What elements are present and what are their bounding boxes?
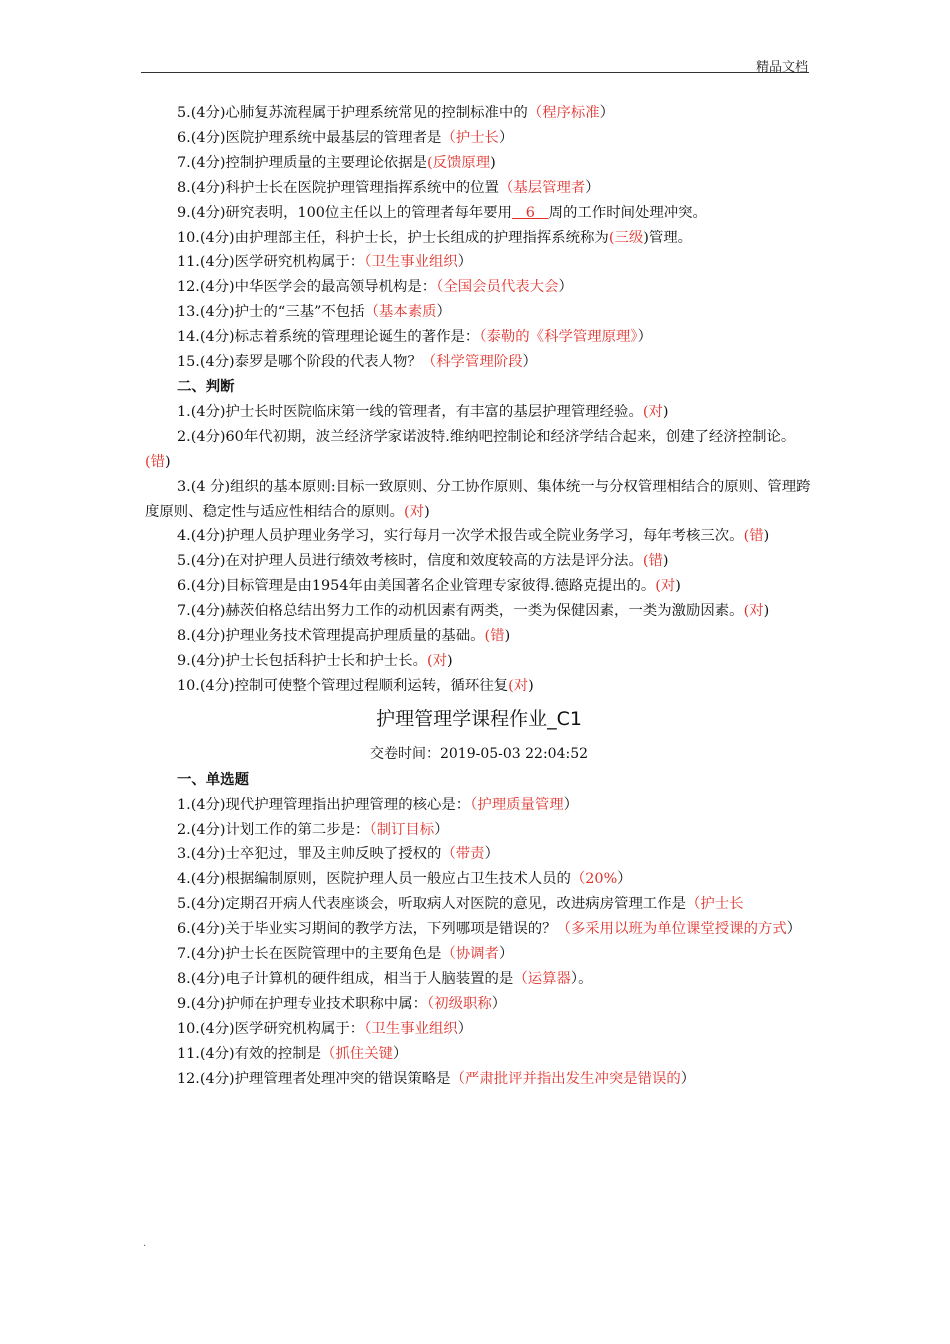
- question-tail: ）: [563, 796, 579, 813]
- question-tail: ): [447, 652, 453, 669]
- answer-text: (对: [642, 403, 663, 420]
- answer-text: （全国会员代表大会: [436, 279, 559, 296]
- question-item: [145, 425, 813, 475]
- question-tail: ）: [786, 921, 802, 938]
- question-item: [145, 649, 813, 674]
- answer-text: （护士长: [441, 129, 499, 146]
- answer-text: （严肃批评并指出发生冲突是错误的: [450, 1070, 681, 1087]
- question-text: 15.(4分)泰罗是哪个阶段的代表人物？: [177, 354, 422, 371]
- question-item: [145, 226, 813, 251]
- question-text: 1.(4分)护士长时医院临床第一线的管理者，有丰富的基层护理管理经验。: [177, 403, 643, 420]
- answer-text: (错: [743, 528, 764, 545]
- question-tail: ）: [457, 254, 473, 271]
- question-item: [145, 1017, 813, 1042]
- question-text: 12.(4分)中华医学会的最高领导机构是：: [177, 279, 437, 296]
- answer-text: （护士长: [686, 896, 744, 913]
- answer-text: 6: [512, 204, 549, 221]
- question-text: 5.(4分)定期召开病人代表座谈会，听取病人对医院的意见，改进病房管理工作是: [177, 896, 687, 913]
- question-tail: ): [165, 453, 171, 470]
- question-text: 3.(4分)士卒犯过，罪及主帅反映了授权的: [177, 846, 442, 863]
- question-tail: ）。: [570, 971, 593, 987]
- question-item: [145, 674, 813, 699]
- question-text: 12.(4分)护理管理者处理冲突的错误策略是: [177, 1070, 451, 1087]
- question-item: [145, 967, 813, 992]
- answer-text: （科学管理阶段: [421, 354, 523, 371]
- question-text: 10.(4分)控制可使整个管理过程顺利运转，循环往复: [177, 677, 509, 694]
- answer-text: （卫生事业组织: [364, 1020, 458, 1037]
- question-tail: ）: [498, 129, 514, 146]
- answer-text: (对: [404, 503, 425, 520]
- section-single-choice: [145, 793, 813, 1092]
- question-text: 3.(4 分)组织的基本原则:目标一致原则、分工协作原则、集体统一与分权管理相结合的原则、管理跨度原则、稳定性与适应性相结合的原则。: [145, 478, 811, 520]
- question-tail: ）: [599, 105, 615, 121]
- answer-text: （护理质量管理: [470, 796, 564, 813]
- question-text: 2.(4分)60年代初期，波兰经济学家诺波特.维纳吧控制论和经济学结合起来，创建了经济控制论。: [177, 428, 796, 445]
- question-text: 7.(4分)控制护理质量的主要理论依据是: [177, 154, 427, 171]
- answer-text: （初级职称: [426, 995, 492, 1012]
- question-tail: ）: [558, 279, 573, 296]
- footer-mark: .: [143, 1238, 147, 1249]
- answer-text: (对: [508, 677, 529, 694]
- question-tail: ）: [434, 821, 449, 838]
- question-item: [145, 818, 813, 843]
- question-item: [145, 400, 813, 425]
- question-item: [145, 549, 813, 574]
- question-tail: ): [424, 503, 430, 520]
- question-item: [145, 201, 813, 226]
- answer-text: （基本素质: [364, 304, 437, 321]
- question-item: [145, 892, 813, 917]
- header-rule: [141, 72, 809, 73]
- question-item: [145, 599, 813, 624]
- question-text: 14.(4分)标志着系统的管理理论诞生的著作是：: [177, 329, 480, 346]
- question-item: [145, 126, 813, 151]
- question-item: [145, 275, 813, 300]
- question-tail: ）: [522, 354, 537, 371]
- answer-text: (错: [145, 453, 166, 470]
- answer-text: (错: [484, 628, 505, 645]
- question-item: [145, 325, 813, 350]
- question-text: 5.(4分)在对护理人员进行绩效考核时，信度和效度较高的方法是评分法。: [177, 553, 643, 570]
- question-text: 10.(4分)由护理部主任，科护士长，护士长组成的护理指挥系统称为: [177, 229, 609, 246]
- question-item: [145, 475, 813, 525]
- answer-text: （带责: [441, 846, 485, 863]
- question-text: 8.(4分)科护士长在医院护理管理指挥系统中的位置: [177, 179, 499, 196]
- question-item: [145, 101, 813, 126]
- question-tail: ): [528, 677, 534, 694]
- question-tail: ）: [617, 871, 632, 888]
- section-heading-judge: 二、判断: [177, 377, 235, 395]
- question-tail: ): [504, 628, 511, 645]
- question-tail: )管理。: [643, 229, 693, 246]
- question-item: [145, 992, 813, 1017]
- answer-text: （协调者: [441, 946, 499, 963]
- question-tail: ）: [585, 179, 600, 196]
- question-text: 10.(4分)医学研究机构属于：: [177, 1020, 365, 1037]
- question-tail: ）: [637, 329, 653, 346]
- question-text: 5.(4分)心肺复苏流程属于护理系统常见的控制标准中的: [177, 105, 528, 121]
- submit-time: 交卷时间：2019-05-03 22:04:52: [369, 745, 589, 762]
- question-item: [145, 793, 813, 818]
- question-tail: ）: [436, 304, 451, 321]
- question-text: 11.(4分)有效的控制是: [177, 1045, 322, 1062]
- document-body: [145, 101, 813, 1092]
- question-text: 6.(4分)目标管理是由1954年由美国著名企业管理专家彼得.德路克提出的。: [177, 578, 656, 595]
- question-text: 6.(4分)医院护理系统中最基层的管理者是: [177, 129, 442, 146]
- question-item: [145, 350, 813, 375]
- answer-text: (对: [655, 578, 676, 595]
- question-tail: ）: [498, 946, 514, 963]
- question-item: [145, 917, 813, 942]
- answer-text: (对: [743, 603, 764, 620]
- question-item: [145, 867, 813, 892]
- question-item: [145, 574, 813, 599]
- answer-text: （制订目标: [369, 821, 435, 838]
- section-single-choice-continued: [145, 101, 813, 375]
- question-text: 9.(4分)研究表明，100位主任以上的管理者每年要用: [177, 204, 513, 221]
- answer-text: （抓住关键: [321, 1045, 393, 1062]
- header-label: 精品文档: [755, 60, 808, 75]
- question-item: [145, 842, 813, 867]
- answer-text: （基层管理者: [498, 179, 586, 196]
- question-item: [145, 151, 813, 176]
- question-tail: ): [763, 528, 770, 545]
- question-tail: ): [675, 578, 681, 595]
- question-text: 11.(4分)医学研究机构属于：: [177, 254, 365, 271]
- answer-text: (错: [642, 553, 663, 570]
- question-tail: ): [490, 154, 496, 171]
- answer-text: (三级: [608, 229, 644, 246]
- question-item: [145, 176, 813, 201]
- answer-text: (对: [426, 652, 447, 669]
- question-text: 9.(4分)护师在护理专业技术职称中属：: [177, 995, 427, 1012]
- question-item: [145, 942, 813, 967]
- question-tail: ）: [484, 846, 499, 863]
- question-text: 7.(4分)护士长在医院管理中的主要角色是: [177, 946, 442, 963]
- answer-text: （泰勒的《科学管理原理》: [479, 329, 638, 346]
- question-text: 4.(4分)根据编制原则，医院护理人员一般应占卫生技术人员的: [177, 871, 571, 888]
- section-judge: [145, 400, 813, 699]
- answer-text: （运算器: [513, 971, 571, 987]
- section-heading-single-choice: 一、单选题: [177, 770, 249, 788]
- answer-text: （多采用以班为单位课堂授课的方式: [556, 921, 787, 938]
- question-tail: ): [763, 603, 770, 620]
- question-text: 6.(4分)关于毕业实习期间的教学方法，下列哪项是错误的？: [177, 921, 557, 938]
- question-text: 9.(4分)护士长包括科护士长和护士长。: [177, 652, 427, 669]
- answer-text: （卫生事业组织: [364, 254, 458, 271]
- question-tail: ）: [392, 1045, 408, 1062]
- question-item: [145, 300, 813, 325]
- question-item: [145, 1042, 813, 1067]
- question-item: [145, 1067, 813, 1092]
- question-text: 4.(4分)护理人员护理业务学习，实行每月一次学术报告或全院业务学习，每年考核三次。: [177, 528, 744, 545]
- question-item: [145, 624, 813, 649]
- question-text: 13.(4分)护士的“三基”不包括: [177, 304, 365, 321]
- question-text: 7.(4分)赫茨伯格总结出努力工作的动机因素有两类，一类为保健因素，一类为激励因素。: [177, 603, 744, 620]
- question-tail: 周的工作时间处理冲突。: [548, 204, 707, 221]
- question-tail: ）: [491, 995, 507, 1012]
- question-tail: ）: [680, 1070, 696, 1087]
- question-item: [145, 524, 813, 549]
- question-text: 8.(4分)护理业务技术管理提高护理质量的基础。: [177, 628, 485, 645]
- question-text: 2.(4分)计划工作的第二步是：: [177, 821, 370, 838]
- answer-text: (反馈原理: [426, 154, 491, 171]
- question-tail: ): [662, 403, 669, 420]
- question-text: 8.(4分)电子计算机的硬件组成，相当于人脑装置的是: [177, 971, 514, 987]
- answer-text: （程序标准: [527, 105, 600, 121]
- answer-text: （20%: [570, 871, 618, 888]
- question-text: 1.(4分)现代护理管理指出护理管理的核心是：: [177, 796, 471, 813]
- question-tail: ): [662, 553, 669, 570]
- document-title: 护理管理学课程作业_C1: [376, 707, 582, 730]
- question-tail: ）: [457, 1020, 473, 1037]
- question-item: [145, 250, 813, 275]
